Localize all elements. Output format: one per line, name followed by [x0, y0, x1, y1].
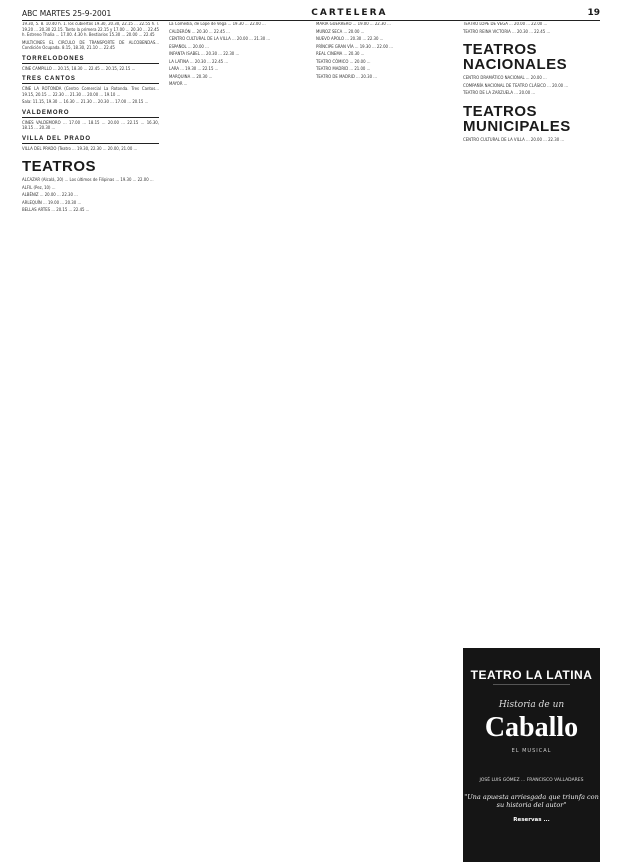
- col1-intro: [22, 22, 159, 52]
- listing: MAYOR ...: [169, 82, 188, 87]
- listing: TEATRO DE MADRID ... 20.30 ...: [316, 74, 377, 80]
- listing: REAL CINEMA ... 20.30 ...: [316, 52, 365, 57]
- listing: ARLEQUÍN ... 19.00 ... 20.30 ...: [22, 200, 82, 206]
- ad-footer: Reservas ...: [513, 817, 550, 823]
- subhead-torrelodones: TORRELODONES: [22, 56, 159, 64]
- subhead-tres-cantos: TRES CANTOS: [22, 76, 159, 84]
- ad-title: Caballo: [484, 712, 579, 743]
- listing: CENTRO CULTURAL DE LA VILLA ... 20.00 ... 21.30 ...: [169, 37, 271, 42]
- page-header: [22, 6, 600, 21]
- column-3: [316, 22, 453, 862]
- section-title: CARTELERA: [311, 8, 388, 18]
- column-2: [169, 22, 306, 862]
- listing: TEATRO DE LA ZARZUELA ... 20.00 ...: [463, 91, 536, 96]
- listing: LA LATINA ... 20.30 ... 22.45 ...: [169, 59, 229, 65]
- section-teatros-nacionales: TEATROS NACIONALES: [463, 41, 568, 73]
- listing: CALDERÓN ... 20.30 ... 22.45 ...: [169, 29, 230, 35]
- ad-subtitle: EL MUSICAL: [511, 748, 552, 754]
- listing: CINES VALDEMORO ... 17.00 ... 18.15 ... 20.00 ... 22.15 ... 16.30, 18.15 ... 20.30 ...: [22, 120, 159, 131]
- listing: COMPAÑÍA NACIONAL DE TEATRO CLÁSICO ... 20.00 ...: [463, 83, 569, 89]
- listing: TEATRO CÓMICO ... 20.00 ...: [316, 59, 371, 65]
- column-4: [463, 22, 600, 862]
- section-teatros-municipales: TEATROS MUNICIPALES: [463, 102, 571, 135]
- listing: NUEVO APOLO ... 20.30 ... 22.30 ...: [316, 37, 384, 42]
- listing: MARÍA GUERRERO ... 19.00 ... 22.30 ...: [316, 22, 391, 27]
- listing: 19.30, 5. 8. 10.40 h. 1. los cubiertos 19.30, 20.30, 22.15 ... 22.55 h. l. 19.20 ... 20.30 22.15. Tanto la primera 22.15 y 17.00 ... 20.30 ... 22.45 h. Estreno Thalia ... 17.00. 4.30 h. Bestiarios 15.30 ... 20.00 ... 22.45: [22, 22, 159, 38]
- listing: TEATRO MADRID ... 21.00 ...: [316, 67, 371, 72]
- ad-quote: "Una apuesta arriesgada que triunfa con su historia del autor": [464, 793, 599, 809]
- listing: VILLA DEL PRADO (Teatro ... 19.30, 22.30 ... 20.00, 21.00 ...: [22, 146, 138, 152]
- ad-rule: [493, 684, 570, 685]
- listing: ESPAÑOL ... 20.00 ...: [169, 44, 209, 50]
- listing: TEATRO REINA VICTORIA ... 20.30 ... 22.45 ...: [463, 29, 551, 35]
- listing: MARQUINA ... 20.30 ...: [169, 74, 213, 80]
- subhead-villa-del-prado: VILLA DEL PRADO: [22, 136, 159, 144]
- listing: CENTRO CULTURAL DE LA VILLA ... 20.00 ... 22.30 ...: [463, 137, 565, 143]
- listing: CENTRO DRAMÁTICO NACIONAL ... 20.00 ...: [463, 76, 547, 81]
- listing: CINE CAMPILLO ... 20.15, 18.30 ... 22.45 ... 20.15, 22.15 ...: [22, 66, 136, 72]
- header-date: ABC MARTES 25-9-2001: [22, 8, 112, 18]
- listing: TEATRO LOPE DE VEGA ... 20.00 ... 22.00 ...: [463, 22, 548, 27]
- listing: INFANTA ISABEL ... 20.30 ... 22.30 ...: [169, 52, 240, 57]
- subhead-valdemoro: VALDEMORO: [22, 110, 159, 118]
- ad-credit: JOSÉ LUIS GÓMEZ ... FRANCISCO VALLADARES: [479, 778, 584, 783]
- column-1: [22, 22, 159, 862]
- listing: CINE LA ROTONDA (Centro Comercial La Rotonda. Tres Cantos... 19.15, 20.15 ... 22.30 ... 21.30 ... 20.00 ... 19.10 ...: [22, 87, 159, 98]
- listing: La Comedia, de Lope de Vega ... 19.30 ... 22.00 ...: [169, 22, 266, 27]
- listing: MUÑOZ SECA ... 20.00 ...: [316, 29, 365, 35]
- listing: PRÍNCIPE GRAN VÍA ... 19.30 ... 22.00 ...: [316, 44, 393, 50]
- section-teatros: TEATROS: [22, 158, 97, 175]
- advertisement: [463, 648, 600, 862]
- listing: ALFIL (Pez, 10) ...: [22, 185, 56, 191]
- listing: MULTICINES EL CIRCULO DE TRANSPORTE DE ALCOBENDAS... Condición Ocupada. 8.15, 18.30, 21.10 ... 22.45: [22, 40, 159, 51]
- listing: ALCAZAR (Alcalá, 20) ... Los últimos de Filipinas ... 19.30 ... 22.00 ...: [22, 178, 154, 183]
- listing: Sala: 11.15, 19.30 ... 16.30 ... 21.30 ... 20.30 ... 17.00 ... 20.15 ...: [22, 100, 149, 105]
- listing: LARA ... 19.30 ... 22.15 ...: [169, 67, 219, 72]
- listing: ALBÉNIZ ... 20.00 ... 22.30 ...: [22, 193, 78, 198]
- listing: BELLAS ARTES ... 20.15 ... 22.45 ...: [22, 208, 90, 213]
- ad-pre-title: Historia de un: [498, 700, 565, 710]
- ad-venue: TEATRO LA LATINA: [470, 668, 593, 682]
- page-number: 19: [587, 8, 600, 18]
